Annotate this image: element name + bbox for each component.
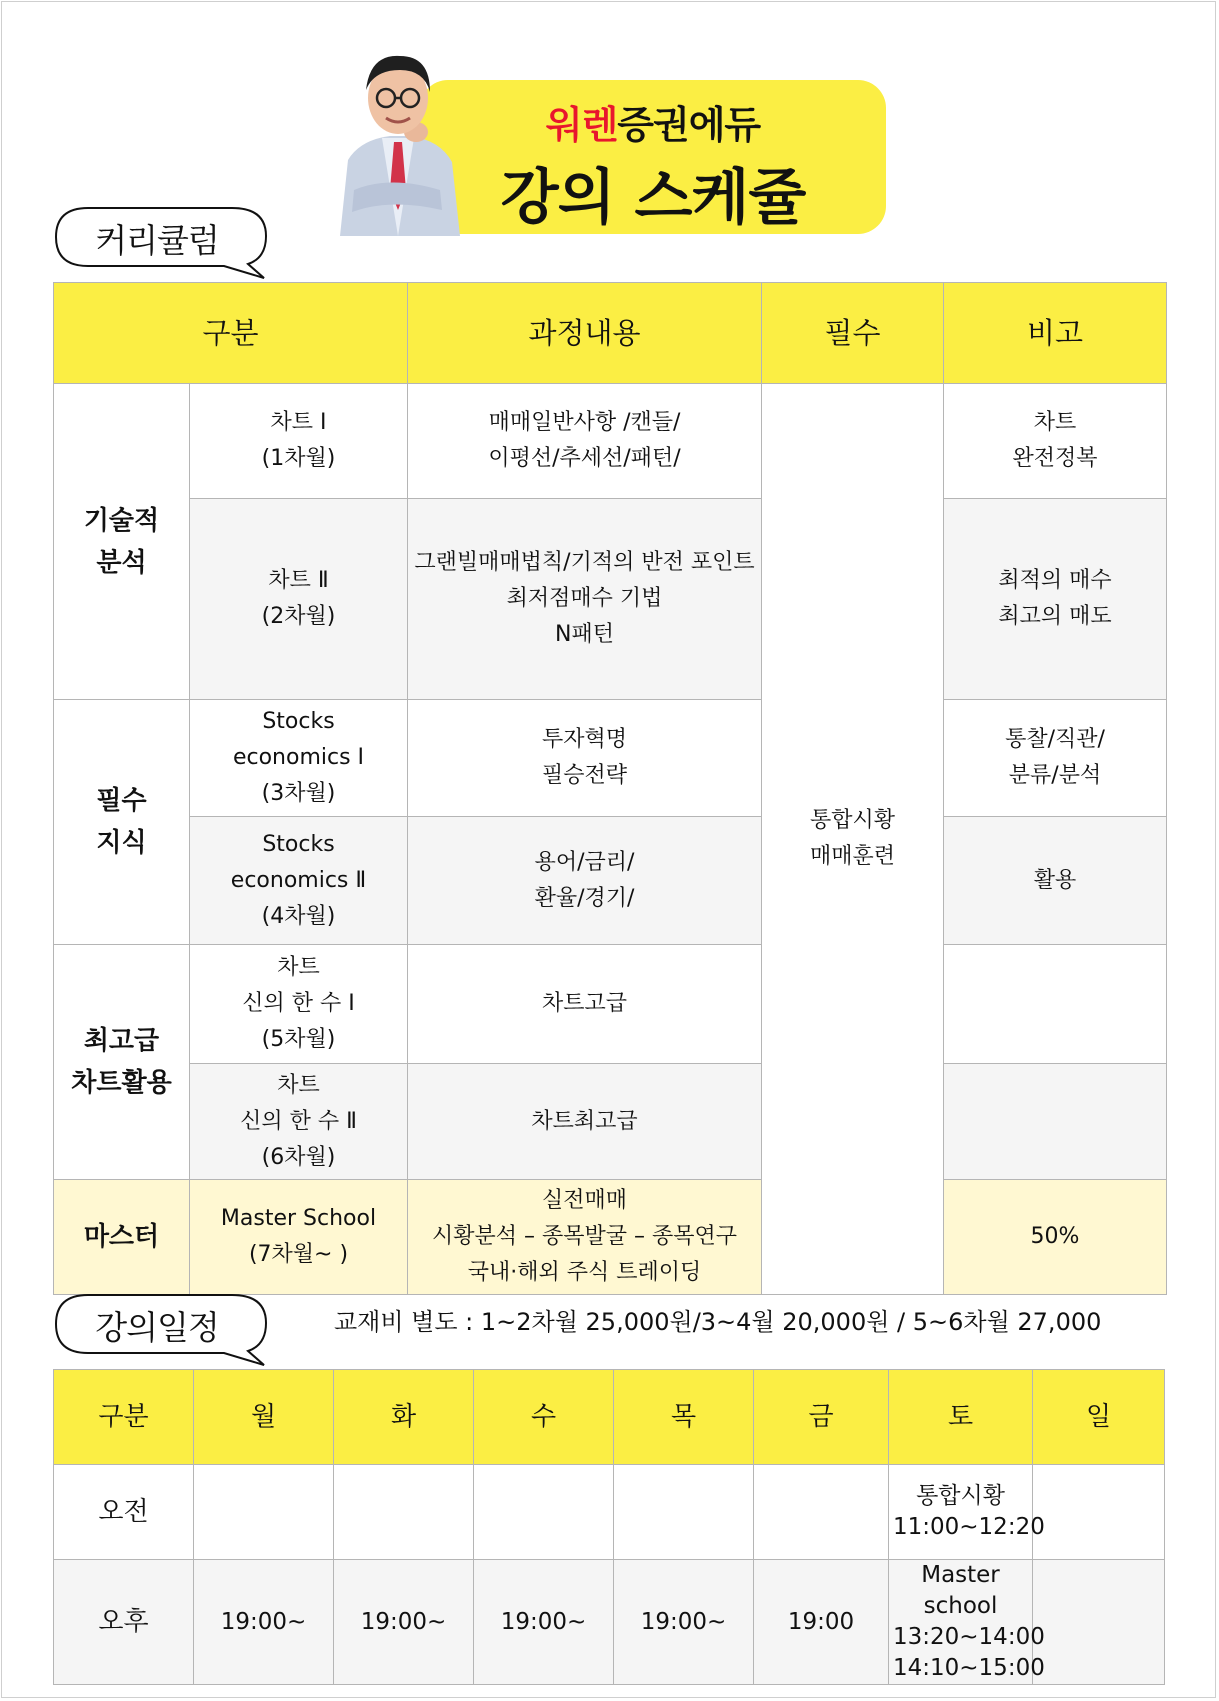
schedule-cell <box>614 1465 754 1560</box>
schedule-cell <box>194 1465 334 1560</box>
content-cell: 차트고급 <box>408 945 762 1064</box>
curriculum-header-row <box>54 283 1167 384</box>
col-header-required: 필수 <box>762 283 944 384</box>
schedule-table <box>53 1369 1165 1685</box>
content-cell: 투자혁명 필승전략 <box>408 700 762 817</box>
course-cell: 차트 Ⅱ (2차월) <box>190 499 408 700</box>
brand-name <box>420 94 886 149</box>
brand-name-rest: 증권에듀 <box>617 103 761 147</box>
category-advanced-chart: 최고급 차트활용 <box>54 945 190 1180</box>
schedule-cell <box>1033 1560 1165 1685</box>
schedule-cell: 19:00~ <box>614 1560 754 1685</box>
schedule-cell: 통합시황 11:00~12:20 <box>889 1465 1033 1560</box>
note-cell: 활용 <box>944 817 1167 945</box>
schedule-cell <box>754 1465 889 1560</box>
col-header-fri: 금 <box>754 1370 889 1465</box>
schedule-cell: Master school 13:20~14:00 14:10~15:00 <box>889 1560 1033 1685</box>
col-header-thu: 목 <box>614 1370 754 1465</box>
row-label-morning: 오전 <box>54 1465 194 1560</box>
course-cell: Stocks economics Ⅱ (4차월) <box>190 817 408 945</box>
note-cell: 최적의 매수 최고의 매도 <box>944 499 1167 700</box>
schedule-cell: 19:00~ <box>474 1560 614 1685</box>
row-label-afternoon: 오후 <box>54 1560 194 1685</box>
schedule-cell: 19:00 <box>754 1560 889 1685</box>
col-header-mon: 월 <box>194 1370 334 1465</box>
col-header-content: 과정내용 <box>408 283 762 384</box>
col-header-remarks: 비고 <box>944 283 1167 384</box>
schedule-row-afternoon <box>54 1560 1165 1685</box>
course-cell: 차트 신의 한 수 Ⅰ (5차월) <box>190 945 408 1064</box>
table-row <box>54 384 1167 499</box>
content-cell: 용어/금리/ 환율/경기/ <box>408 817 762 945</box>
col-header-type: 구분 <box>54 1370 194 1465</box>
curriculum-table <box>53 282 1167 1295</box>
content-cell: 차트최고급 <box>408 1064 762 1180</box>
col-header-sun: 일 <box>1033 1370 1165 1465</box>
course-cell: 차트 신의 한 수 Ⅱ (6차월) <box>190 1064 408 1180</box>
textbook-fee-note: 교재비 별도 : 1~2차월 25,000원/3~4월 20,000원 / 5~6차월 27,000 <box>334 1308 1102 1336</box>
table-row <box>54 700 1167 817</box>
content-cell: 그랜빌매매법칙/기적의 반전 포인트 최저점매수 기법 N패턴 <box>408 499 762 700</box>
table-row <box>54 499 1167 700</box>
category-technical: 기술적 분석 <box>54 384 190 700</box>
curriculum-label: 커리큘럼 <box>95 221 219 260</box>
content-cell: 매매일반사항 /캔들/ 이평선/추세선/패턴/ <box>408 384 762 499</box>
schedule-cell: 19:00~ <box>194 1560 334 1685</box>
schedule-cell <box>1033 1465 1165 1560</box>
note-cell: 차트 완전정복 <box>944 384 1167 499</box>
brand-name-red: 워렌 <box>545 103 618 147</box>
category-essential: 필수 지식 <box>54 700 190 945</box>
col-header-tue: 화 <box>334 1370 474 1465</box>
col-header-category: 구분 <box>54 283 408 384</box>
schedule-header-row <box>54 1370 1165 1465</box>
required-cell: 통합시황 매매훈련 <box>762 384 944 1295</box>
course-cell: 차트 Ⅰ (1차월) <box>190 384 408 499</box>
col-header-wed: 수 <box>474 1370 614 1465</box>
category-master: 마스터 <box>54 1180 190 1295</box>
page-title: 강의 스케쥴 <box>500 163 806 233</box>
schedule-row-morning <box>54 1465 1165 1560</box>
table-row <box>54 1180 1167 1295</box>
note-cell: 50% <box>944 1180 1167 1295</box>
content-cell: 실전매매 시황분석 – 종목발굴 – 종목연구 국내·해외 주식 트레이딩 <box>408 1180 762 1295</box>
schedule-cell <box>474 1465 614 1560</box>
course-cell: Master School (7차월~ ) <box>190 1180 408 1295</box>
course-cell: Stocks economics Ⅰ (3차월) <box>190 700 408 817</box>
table-row <box>54 817 1167 945</box>
note-cell: 통찰/직관/ 분류/분석 <box>944 700 1167 817</box>
note-cell <box>944 945 1167 1064</box>
table-row <box>54 945 1167 1064</box>
schedule-label: 강의일정 <box>95 1308 219 1347</box>
table-row <box>54 1064 1167 1180</box>
note-cell <box>944 1064 1167 1180</box>
schedule-cell: 19:00~ <box>334 1560 474 1685</box>
col-header-sat: 토 <box>889 1370 1033 1465</box>
schedule-cell <box>334 1465 474 1560</box>
